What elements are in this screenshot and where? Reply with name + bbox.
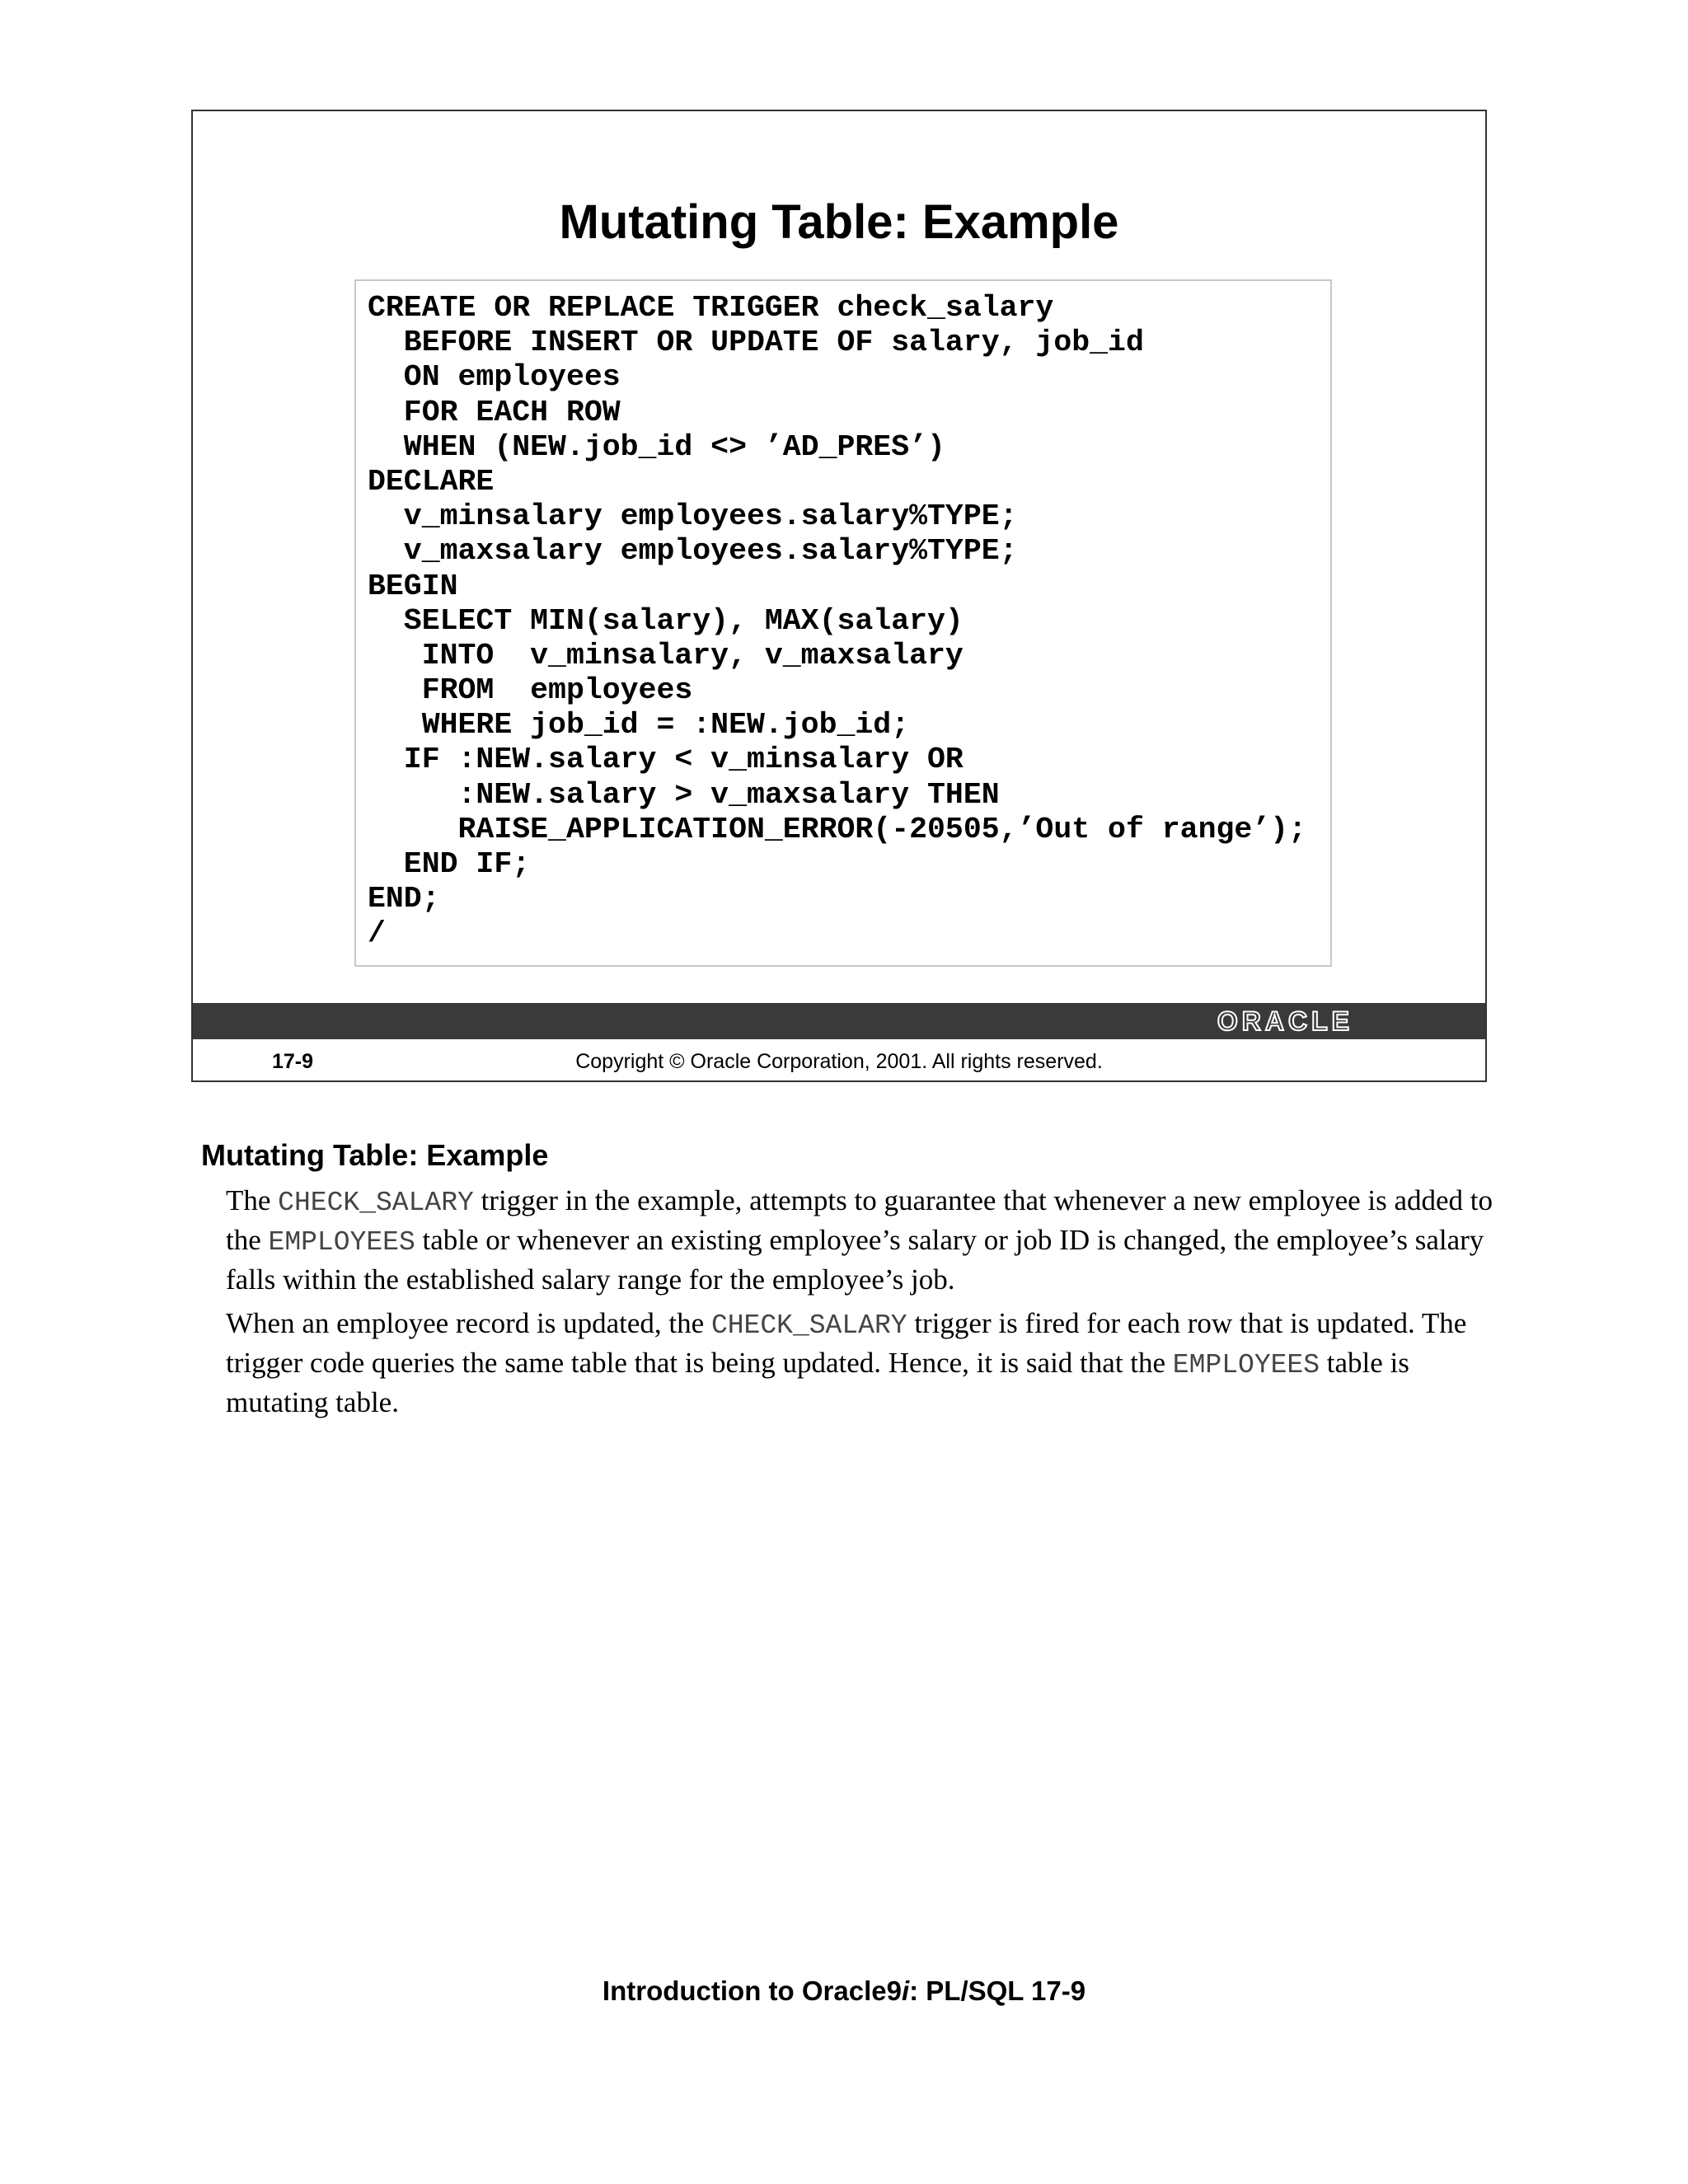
notes-paragraph-1 <box>226 1182 1495 1298</box>
notes-paragraph-2 <box>226 1305 1495 1421</box>
code-line: DECLARE <box>368 464 495 499</box>
oracle-bar <box>193 1003 1485 1039</box>
code-line: v_minsalary employees.salary%TYPE; <box>368 499 1018 534</box>
footer-prefix: Introduction to Oracle9 <box>602 1975 902 2006</box>
code-line: BEGIN <box>368 569 458 603</box>
text-run: trigger is fired for each row that is updated. The trigger code queries the same table that is being updated. Hence, it is said that the <box>226 1307 1467 1379</box>
code-line: INTO v_minsalary, v_maxsalary <box>368 638 964 673</box>
slide <box>191 110 1487 1082</box>
text-run: trigger in the example, attempts to guarantee that whenever a new employee is added to the <box>226 1184 1493 1256</box>
notes-body <box>226 1182 1495 1427</box>
page-footer <box>0 1975 1688 2008</box>
slide-number: 17-9 <box>272 1050 314 1073</box>
copyright-text: Copyright © Oracle Corporation, 2001. All rights reserved. <box>575 1050 1103 1073</box>
code-line: END; <box>368 882 440 916</box>
text-run: table or whenever an existing employee’s salary or job ID is changed, the employee’s salary falls within the established salary range for the employee’s job. <box>226 1224 1484 1296</box>
code-term: CHECK_SALARY <box>278 1188 474 1218</box>
code-line: WHEN (NEW.job_id <> ’AD_PRES’) <box>368 429 945 464</box>
text-run: table is mutating table. <box>226 1347 1409 1418</box>
notes-heading: Mutating Table: Example <box>201 1138 549 1172</box>
footer-suffix: : PL/SQL 17-9 <box>909 1975 1086 2006</box>
footer-italic: i <box>901 1975 910 2006</box>
code-line: WHERE job_id = :NEW.job_id; <box>368 708 910 743</box>
code-term: EMPLOYEES <box>268 1227 415 1258</box>
code-line: ON employees <box>368 360 621 395</box>
slide-footer <box>193 1039 1485 1082</box>
text-run: When an employee record is updated, the <box>226 1307 711 1339</box>
code-line: FOR EACH ROW <box>368 395 621 429</box>
code-line: v_maxsalary employees.salary%TYPE; <box>368 534 1018 569</box>
code-block <box>354 279 1332 967</box>
code-line: END IF; <box>368 847 531 881</box>
slide-title: Mutating Table: Example <box>559 195 1119 249</box>
code-line: RAISE_APPLICATION_ERROR(-20505,’Out of range’); <box>368 812 1306 846</box>
code-line: :NEW.salary > v_maxsalary THEN <box>368 777 1000 812</box>
code-line: CREATE OR REPLACE TRIGGER check_salary <box>368 291 1054 325</box>
code-line: / <box>368 916 386 951</box>
code-line: BEFORE INSERT OR UPDATE OF salary, job_id <box>368 326 1144 360</box>
code-line: SELECT MIN(salary), MAX(salary) <box>368 603 964 638</box>
code-term: EMPLOYEES <box>1172 1350 1320 1380</box>
code-term: CHECK_SALARY <box>710 1310 907 1341</box>
oracle-logo: ORACLE <box>1217 1006 1353 1036</box>
code-line: FROM employees <box>368 673 693 708</box>
text-run: The <box>226 1184 279 1216</box>
code-line: IF :NEW.salary < v_minsalary OR <box>368 743 964 777</box>
code-lines <box>368 291 1306 952</box>
